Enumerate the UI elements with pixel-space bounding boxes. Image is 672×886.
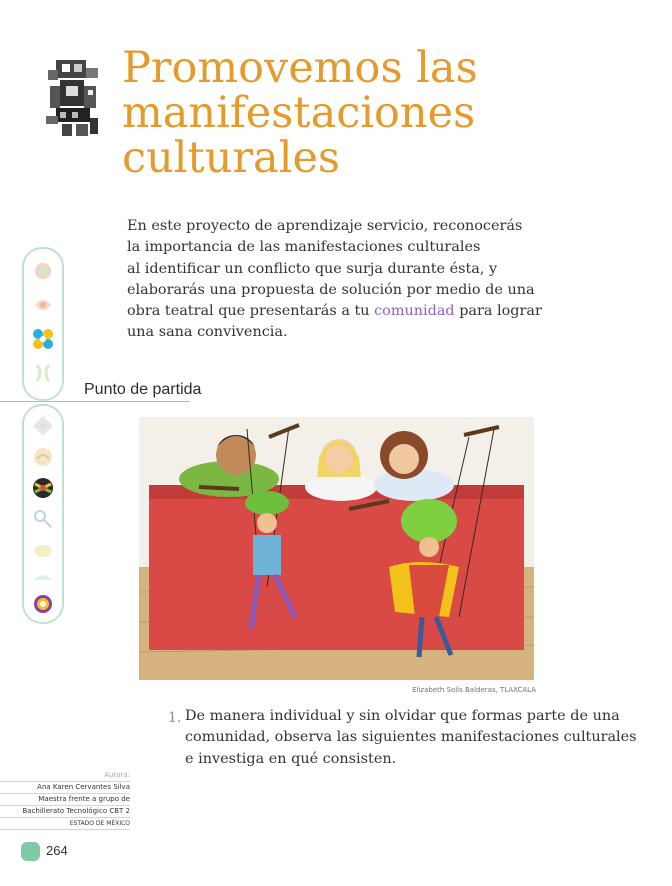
author-state: ESTADO DE MÉXICO: [0, 818, 130, 830]
author-name: Ana Karen Cervantes Silva: [0, 782, 130, 794]
rail-icon-1[interactable]: [31, 259, 55, 283]
author-credits: [0, 770, 130, 830]
rail-icon-3[interactable]: [31, 327, 55, 351]
rail-icon-6[interactable]: [31, 445, 55, 469]
section-title: Punto de partida: [84, 381, 202, 398]
rail-icon-11[interactable]: [31, 592, 55, 616]
author-role-line1: Maestra frente a grupo de: [0, 794, 130, 806]
question-text: De manera individual y sin olvidar que formas parte de una comunidad, observa las siguientes manifestaciones culturales e investiga en qué consisten.: [185, 708, 637, 767]
author-label: Autora:: [0, 770, 130, 782]
rail-icon-9[interactable]: [31, 538, 55, 562]
codex-figure-icon: [42, 56, 102, 140]
page-number: 264: [46, 843, 68, 858]
rail-icon-5[interactable]: [31, 414, 55, 438]
comunidad-link[interactable]: comunidad: [374, 303, 455, 320]
question-number: 1.: [168, 710, 182, 726]
rail-icon-10[interactable]: [31, 566, 55, 590]
rail-icon-8[interactable]: [31, 507, 55, 531]
page-title: Promovemos las manifestaciones culturales: [122, 43, 478, 183]
illustration-caption: Elizabeth Solís Balderas, TLAXCALA: [412, 686, 536, 694]
rail-icon-4[interactable]: [31, 361, 55, 385]
page-badge-icon: [21, 842, 40, 861]
rail-icon-2[interactable]: [31, 293, 55, 317]
author-role-line2: Bachillerato Tecnológico CBT 2: [0, 806, 130, 818]
intro-paragraph: En este proyecto de aprendizaje servicio, reconocerás la importancia de las manifestaciones culturales al identificar un conflicto que surja durante ésta, y elaborarás una propuesta de solución por medio de una obra teatral que presentarás a tu comunidad para lograr una sana convivencia.: [127, 218, 542, 341]
marionette-illustration: [139, 417, 534, 680]
section-divider: [0, 401, 190, 402]
section-icons-rail: [22, 404, 64, 624]
rail-icon-7[interactable]: [31, 476, 55, 500]
project-stages-rail: [22, 247, 64, 401]
